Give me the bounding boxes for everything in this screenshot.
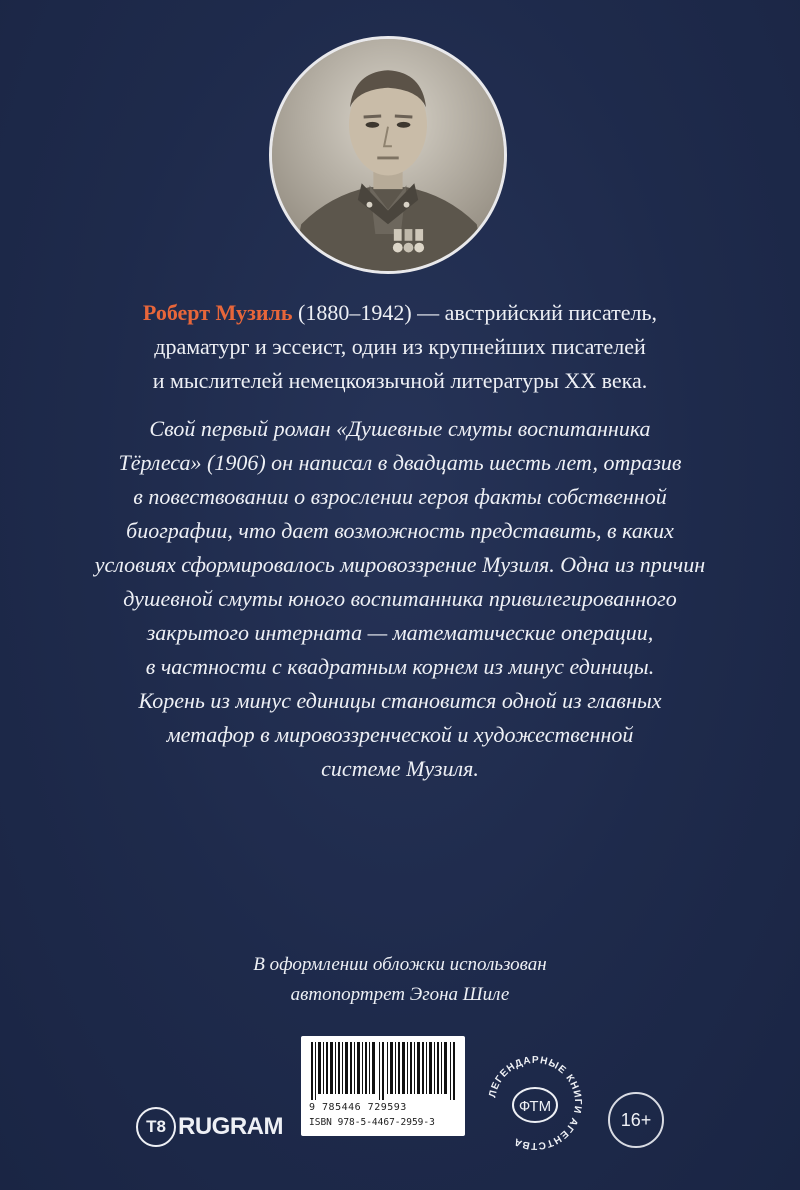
bio-line: и мыслителей немецкоязычной литературы XX века. (152, 368, 648, 393)
age-rating-badge: 16+ (608, 1092, 664, 1148)
author-name: Роберт Музиль (142, 300, 293, 325)
portrait-image (272, 39, 504, 271)
description-line: Свой первый роман «Душевные смуты воспитанника (149, 416, 651, 441)
cover-credit (150, 950, 650, 1010)
isbn-barcode (301, 1036, 465, 1136)
bio-line: драматург и эссеист, один из крупнейших писателей (154, 334, 646, 359)
description-line: Тёрлеса» (1906) он написал в двадцать шесть лет, отразив (118, 450, 682, 475)
author-portrait (269, 36, 507, 274)
series-seal (480, 1048, 590, 1158)
publisher-icon: T8 (136, 1107, 176, 1147)
description-line: системе Музиля. (321, 756, 479, 781)
description-line: закрытого интерната — математические операции, (146, 620, 654, 645)
bio-line: (1880–1942) — австрийский писатель, (292, 300, 658, 325)
isbn-number: ISBN 978-5-4467-2959-3 (309, 1117, 435, 1128)
author-bio (60, 296, 740, 398)
credit-line: автопортрет Эгона Шиле (290, 984, 510, 1005)
description-line: биографии, что дает возможность представить, в каких (126, 518, 674, 543)
publisher-name: RUGRAM (178, 1113, 283, 1140)
seal-center-text: ФТМ (518, 1098, 552, 1115)
description-line: душевной смуты юного воспитанника привилегированного (123, 586, 677, 611)
description-line: в частности с квадратным корнем из минус единицы. (145, 654, 655, 679)
description-line: в повествовании о взрослении героя факты собственной (133, 484, 667, 509)
description-line: метафор в мировоззренческой и художественной (166, 722, 634, 747)
credit-line: В оформлении обложки использован (253, 954, 547, 975)
publisher-logo (136, 1106, 283, 1148)
barcode-digits: 9 785446 729593 (309, 1102, 407, 1113)
seal-ring-text: ЛЕГЕНДАРНЫЕ КНИГИ АГЕНТСТВА (487, 1054, 584, 1152)
book-description (60, 412, 740, 786)
description-line: Корень из минус единицы становится одной из главных (138, 688, 662, 713)
description-line: условиях сформировалось мировоззрение Музиля. Одна из причин (94, 552, 706, 577)
barcode-bars (309, 1042, 457, 1100)
